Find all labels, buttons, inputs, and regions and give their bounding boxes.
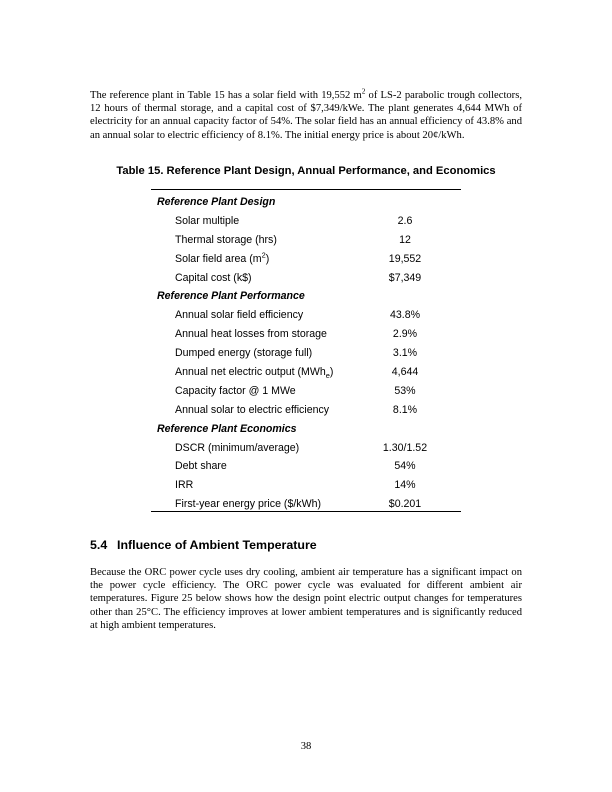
row-value: 54% (394, 460, 416, 473)
row-value: 12 (399, 233, 411, 246)
table-bottom-rule (151, 511, 461, 512)
reference-plant-table (151, 193, 461, 514)
row-value: 53% (394, 384, 416, 397)
row-label (175, 231, 277, 250)
row-label (175, 439, 299, 458)
row-value: 4,644 (391, 366, 419, 379)
table-row (151, 344, 461, 363)
row-value: 43.8% (389, 309, 421, 322)
row-value: 8.1% (392, 403, 418, 416)
table-title: Table 15. Reference Plant Design, Annual Performance, and Economics (116, 165, 496, 177)
row-value: 2.9% (392, 328, 418, 341)
table-row (151, 401, 461, 420)
row-value: 19,552 (388, 252, 422, 265)
row-label (175, 344, 312, 363)
row-value: $7,349 (388, 271, 422, 284)
section-heading (90, 538, 317, 552)
intro-text-end: of LS-2 parabolic trough collectors, 12 hours of thermal storage, and a capital cost of $7,349/kWe. The plant generates 4,644 MWh of electricity for an annual capacity factor of 54%. The solar field has an annual efficiency of 43.8% and an annual solar to electric efficiency of 8.1%. The initial energy price is about 20¢/kWh. (90, 90, 522, 141)
table-section-heading: Reference Plant Economics (157, 422, 297, 435)
row-label-superscript: 2 (261, 250, 266, 260)
section-number: 5.4 (90, 538, 108, 552)
table-row (151, 250, 461, 269)
row-value: $0.201 (388, 498, 422, 511)
row-value: 14% (394, 479, 416, 492)
row-label (175, 212, 239, 231)
table-top-rule (151, 189, 461, 190)
row-label-text: Annual net electric output (MWh (175, 366, 326, 379)
intro-text-start: The reference plant in Table 15 has a solar field with 19,552 m (90, 90, 362, 101)
row-label-text: Capacity factor @ 1 MWe (175, 384, 296, 397)
row-label-suffix: ) (265, 252, 270, 265)
row-label (175, 306, 303, 325)
table-row (151, 269, 461, 288)
row-value: 2.6 (397, 214, 413, 227)
row-label (175, 363, 333, 382)
table-row (151, 439, 461, 458)
table-section-heading: Reference Plant Design (157, 196, 276, 208)
row-label-text: Annual solar field efficiency (175, 309, 304, 322)
row-label-text: First-year energy price ($/kWh) (175, 498, 321, 511)
row-label (175, 250, 269, 269)
table-row (151, 231, 461, 250)
row-label-text: Dumped energy (storage full) (175, 347, 313, 360)
table-row (151, 382, 461, 401)
row-label (175, 476, 193, 495)
row-label-text: IRR (175, 479, 194, 492)
table-row (151, 325, 461, 344)
table-row (151, 212, 461, 231)
page-number: 38 (300, 741, 312, 752)
row-label-suffix: ) (329, 366, 334, 379)
row-label-text: DSCR (minimum/average) (175, 441, 300, 454)
row-label (175, 457, 227, 476)
table-row (151, 363, 461, 382)
intro-superscript: 2 (361, 86, 366, 96)
section-paragraph: Because the ORC power cycle uses dry cooling, ambient air temperature has a significant impact on the power cycle efficiency. The ORC power cycle was evaluated for different ambient air temperatures. Figure 25 below shows how the design point electric output changes for temperatures other than 25°C. The efficiency improves at lower ambient temperatures and is significantly reduced at high ambient temperatures. (90, 567, 522, 631)
row-label (175, 269, 252, 288)
row-label-text: Solar multiple (175, 214, 240, 227)
row-label-text: Thermal storage (hrs) (175, 233, 277, 246)
table-row (151, 457, 461, 476)
row-label (175, 382, 296, 401)
row-value: 1.30/1.52 (382, 441, 428, 454)
row-label-text: Annual heat losses from storage (175, 328, 327, 341)
table-row (151, 476, 461, 495)
row-label-text: Annual solar to electric efficiency (175, 403, 330, 416)
row-label-text: Capital cost (k$) (175, 271, 252, 284)
row-label-text: Solar field area (m (175, 252, 262, 265)
row-label-subscript: e (325, 371, 330, 381)
row-value: 3.1% (392, 347, 418, 360)
row-label-text: Debt share (175, 460, 227, 473)
section-title: Influence of Ambient Temperature (117, 538, 317, 552)
row-label (175, 401, 329, 420)
intro-paragraph (90, 86, 522, 142)
row-label (175, 325, 327, 344)
table-section-heading: Reference Plant Performance (157, 290, 305, 303)
table-row (151, 306, 461, 325)
